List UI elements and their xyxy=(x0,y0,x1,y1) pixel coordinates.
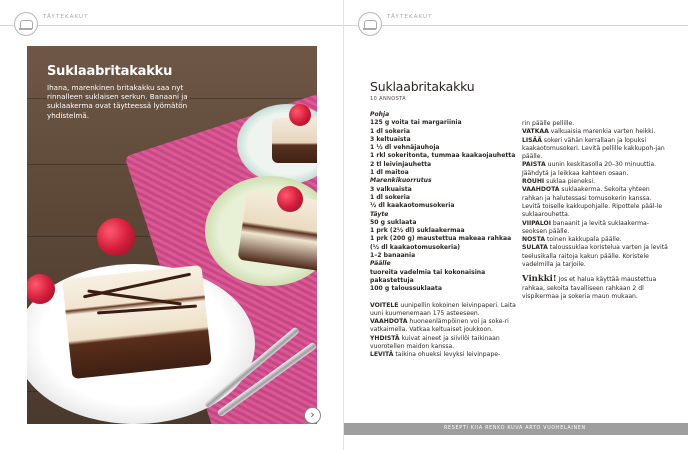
ingredient-item: 1–2 banaania xyxy=(370,252,416,260)
instructions-part-1 xyxy=(370,302,520,360)
step-text: huoneenlämpöinen voi ja soke-ri vatkaimella. Vatkaa keltuaiset joukkoon. xyxy=(370,318,509,334)
ingredient-section-heading: Päälle xyxy=(370,260,391,268)
step-text: banaanit ja levitä suklaakerma-seoksen päälle. xyxy=(522,219,649,235)
recipe-column-right xyxy=(522,120,670,301)
tip-text: Jos et halua käyttää maustettua rahkaa, sekoita tavalliseen rahkaan 2 dl vispikermaa ja sokeria maun mukaan. xyxy=(522,276,657,300)
instruction-step xyxy=(370,351,520,359)
instruction-step xyxy=(522,161,670,178)
step-verb: VATKAA xyxy=(522,128,549,136)
instruction-step xyxy=(522,244,670,269)
ingredient-section-heading: Täyte xyxy=(370,210,389,218)
step-verb: VIIPALOI xyxy=(522,219,551,227)
step-text: suklaa pieneksi. xyxy=(544,178,596,186)
instructions-part-2 xyxy=(522,120,670,269)
recipe-title: Suklaabritakakku xyxy=(370,79,475,94)
instruction-step xyxy=(522,128,670,136)
instruction-step xyxy=(522,137,670,162)
step-verb: LISÄÄ xyxy=(522,136,542,144)
cake-photo xyxy=(27,46,317,424)
ingredient-item: 1 dl sokeria xyxy=(370,127,410,135)
ingredient-section-heading: Pohja xyxy=(370,111,390,118)
header-rule xyxy=(344,25,688,26)
step-verb: VAAHDOTA xyxy=(522,186,560,194)
page-header-left xyxy=(0,8,344,36)
ingredient-item: 2 tl leivinjauhetta xyxy=(370,160,432,168)
header-rule xyxy=(0,25,344,26)
step-text: toinen kakkupala päälle. xyxy=(545,236,622,244)
instruction-step xyxy=(522,120,670,128)
ingredient-item: (½ dl kaakaotomusokeria) xyxy=(370,243,461,251)
section-label: TÄYTEKAKUT xyxy=(40,14,92,20)
credits-bar xyxy=(344,423,688,435)
ingredient-item: 1 prk (2½ dl) suklaakermaa xyxy=(370,227,465,235)
ingredient-item: 1 prk (200 g) maustettua makeaa rahkaa xyxy=(370,235,512,243)
ingredient-item: ½ dl kaakaotomusokeria xyxy=(370,202,455,210)
instruction-step xyxy=(522,220,670,237)
magazine-logo-icon xyxy=(14,12,38,36)
photo-caption xyxy=(47,64,207,120)
step-text: uunipellin kokoinen leivinpaperi. Laita uuni kuumenemaan 175 asteeseen. xyxy=(370,301,516,317)
ingredient-list xyxy=(370,111,520,294)
step-text: valkuaisia marenkia varten heikki. xyxy=(548,128,656,136)
step-verb: SULATA xyxy=(522,244,548,252)
instruction-step xyxy=(370,335,520,352)
ingredient-item: 50 g suklaata xyxy=(370,218,417,226)
instruction-step xyxy=(522,178,670,186)
step-verb: VOITELE xyxy=(370,301,399,309)
step-verb: PAISTA xyxy=(522,161,546,169)
instruction-step xyxy=(370,302,520,319)
ingredient-item: 3 valkuaista xyxy=(370,185,412,193)
step-text: taikina ohueksi levyksi leivinpape- xyxy=(393,351,501,359)
instruction-step xyxy=(370,318,520,335)
cake-slice-front xyxy=(62,265,212,379)
magazine-logo-icon xyxy=(358,12,382,36)
step-text: rin päälle pellille. xyxy=(522,120,575,127)
step-text: sokeri vähän kerrallaan ja lopuksi kaakaotomusokeri. Levitä pellille kakkupoh-jan päälle. xyxy=(522,136,665,161)
instruction-step xyxy=(522,186,670,219)
tip-heading: Vinkki! xyxy=(522,274,557,285)
ingredient-item: 125 g voita tai margariinia xyxy=(370,119,462,127)
right-page xyxy=(344,0,688,450)
ingredient-item: tuoreita vadelmia tai kokonaisina xyxy=(370,268,486,276)
ingredient-section-heading: Marenkikuorrutus xyxy=(370,177,432,185)
instruction-step xyxy=(522,236,670,244)
ingredient-item: 100 g taloussuklaata xyxy=(370,285,442,293)
photo-title: Suklaabritakakku xyxy=(47,64,173,79)
credits-text: RESEPTI KIIA RENKO KUVA ARTO VUOHELAINEN xyxy=(444,426,586,431)
step-verb: NOSTA xyxy=(522,236,546,244)
step-verb: LEVITÄ xyxy=(370,351,394,359)
ingredient-item: 3 keltuaista xyxy=(370,135,411,143)
recipe-column-left xyxy=(370,111,520,360)
tip-box xyxy=(522,275,670,301)
servings-label: 10 ANNOSTA xyxy=(370,96,407,102)
raspberry xyxy=(277,186,303,212)
step-text: uunin keskitasolla 20–30 minuuttia. Jäähdytä ja leikkaa kahteen osaan. xyxy=(522,161,657,177)
step-verb: YHDISTÄ xyxy=(370,334,400,342)
step-verb: VAAHDOTA xyxy=(370,318,408,326)
raspberry xyxy=(97,218,135,256)
step-verb: ROUHI xyxy=(522,178,545,186)
photo-description: Ihana, marenkinen britakakku saa nyt rinnalleen suklaisen serkun. Banaani ja suklaakerma ovat täytteessä lyömätön yhdistelmä. xyxy=(47,83,188,120)
ingredient-item: 1 dl sokeria xyxy=(370,193,410,201)
ingredient-item: 1 dl maitoa xyxy=(370,169,409,177)
ingredient-item: 1 ½ dl vehnäjauhoja xyxy=(370,144,440,152)
step-text: taloussuklaa koristelua varten ja levitä teelusikalla raitoja kakun päälle. Koristele vadelmilla ja tarjoile. xyxy=(522,244,668,269)
step-text: suklaakerma. Sekoita yhteen rahkan ja halutessasi tomusokerin kanssa. Levitä toiselle kakkupohjalle. Ripottele pääl-le suklaarouhetta. xyxy=(522,186,663,219)
ingredient-item: pakastettuja xyxy=(370,276,414,284)
step-text: kuivat aineet ja siivilöi taikinaan vuorotellen maidon kanssa. xyxy=(370,334,500,351)
page-header-right xyxy=(344,8,688,36)
next-page-button[interactable]: › xyxy=(304,407,321,424)
section-label: TÄYTEKAKUT xyxy=(384,14,436,20)
ingredient-item: 1 rkl sokeritonta, tummaa kaakaojauhetta xyxy=(370,152,516,160)
raspberry xyxy=(289,104,311,126)
